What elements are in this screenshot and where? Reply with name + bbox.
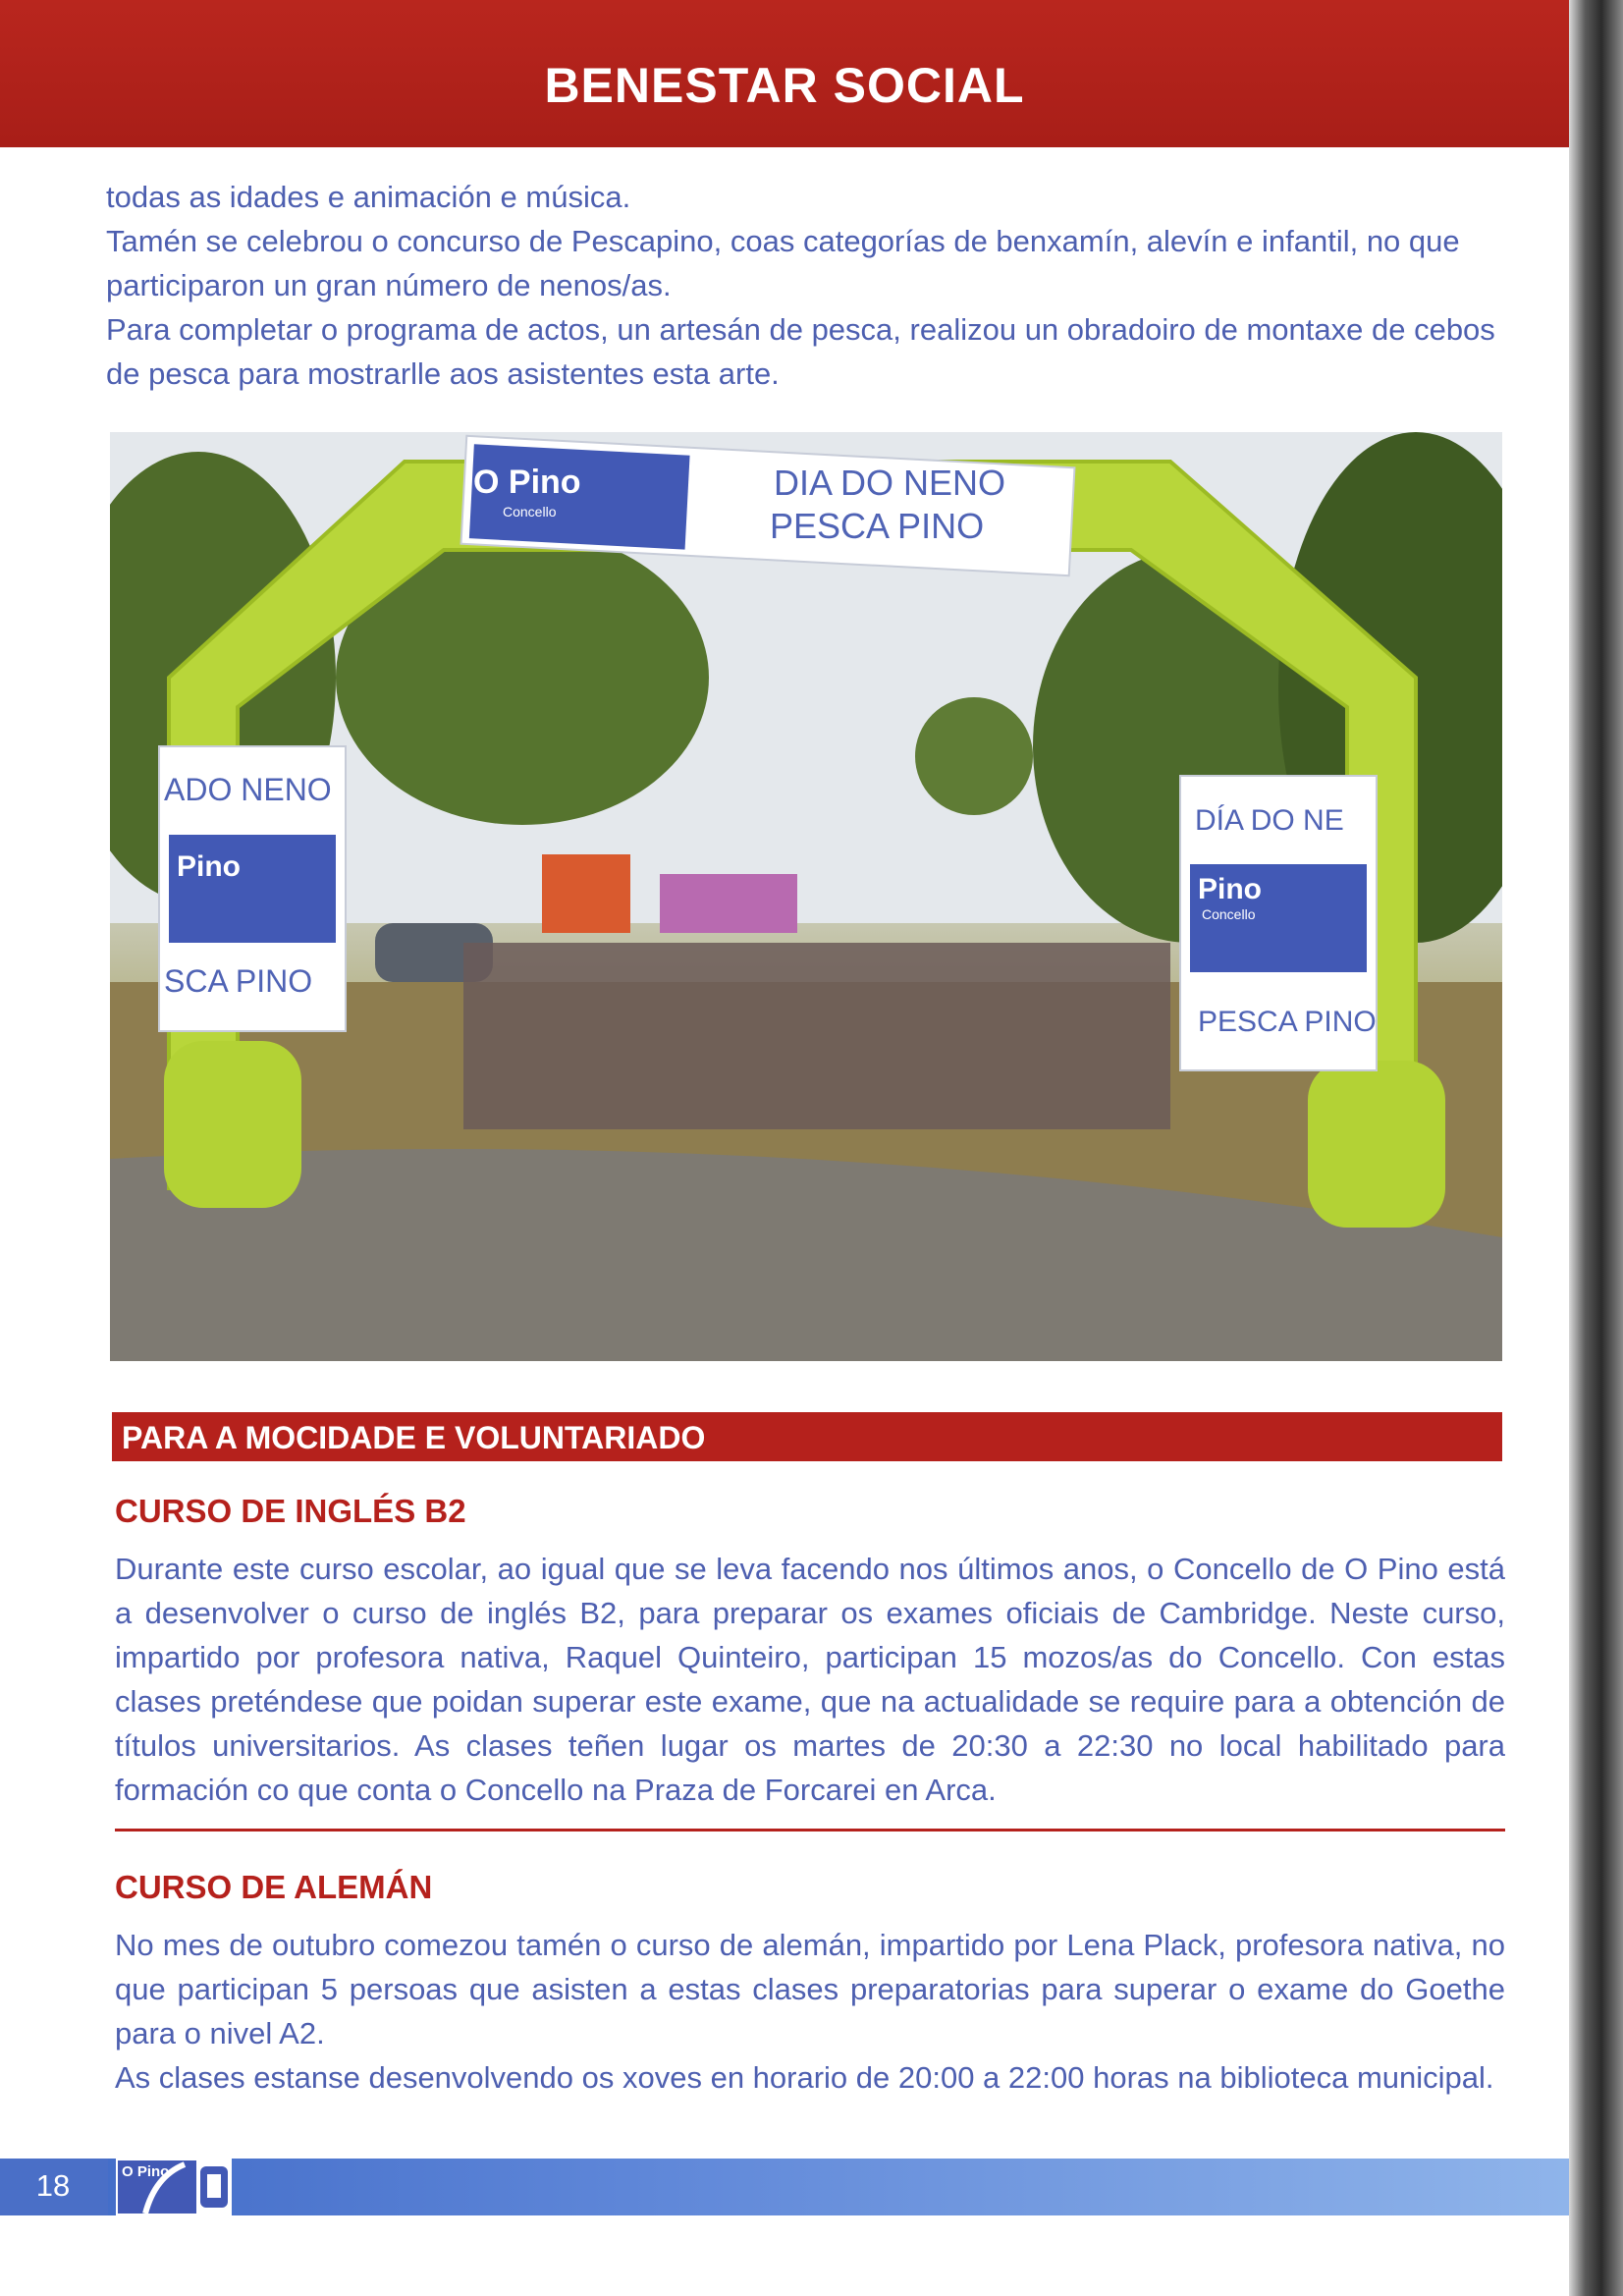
- right-sign-bottom: PESCA PINO: [1198, 1006, 1377, 1038]
- arch-banner-line-2: PESCA PINO: [770, 506, 985, 546]
- left-sign-bottom: SCA PINO: [164, 963, 313, 999]
- section-header-bar: [112, 1412, 1502, 1461]
- page-binding-shadow: [1569, 0, 1623, 2296]
- section-title: PARA A MOCIDADE E VOLUNTARIADO: [122, 1420, 706, 1455]
- event-photo: [110, 432, 1502, 1361]
- arch-banner-logo: O Pino: [473, 464, 581, 501]
- ingles-course-text: Durante este curso escolar, ao igual que se leva facendo nos últimos anos, o Concello de O Pino está a desenvolver o curso de inglés B2, para preparar os exames oficiais de Cambridge. Neste curso, impartido por profesora nativa, Raquel Quinteiro, participan 15 mozos/as do Concello. Con estas clases preténdese que poidan superar este exame, que na actualidade se require para a obtención de títulos universitarios. As clases teñen lugar os martes de 20:30 a 22:30 no local habilitado para formación co que conta o Concello na Praza de Forcarei en Arca.: [115, 1552, 1505, 1807]
- right-sign-top: DÍA DO NE: [1195, 804, 1344, 837]
- arch-banner-line-1: DIA DO NENO: [774, 463, 1006, 503]
- ingles-course-body: [115, 1547, 1505, 1812]
- left-sign-logo: Pino: [177, 850, 241, 883]
- left-sign-top: ADO NENO: [164, 772, 332, 807]
- arch-banner-logo-sub: Concello: [503, 504, 557, 519]
- right-sign-logo: Pino: [1198, 873, 1262, 905]
- footer-bar: [0, 2159, 1569, 2215]
- intro-line-1: todas as idades e animación e música.: [106, 180, 631, 214]
- intro-text: [106, 175, 1500, 396]
- intro-line-2: Tamén se celebrou o concurso de Pescapino, coas categorías de benxamín, alevín e infantil, no que participaron un gran número de nenos/as.: [106, 224, 1460, 302]
- section-divider: [115, 1829, 1505, 1831]
- aleman-course-para-1: No mes de outubro comezou tamén o curso de alemán, impartido por Lena Plack, profesora nativa, no que participan 5 persoas que asisten a estas clases preparatorias para superar o exame do Goethe para o nivel A2.: [115, 1928, 1505, 2050]
- page-number: 18: [35, 2168, 71, 2203]
- page-title: BENESTAR SOCIAL: [544, 58, 1025, 113]
- intro-line-3: Para completar o programa de actos, un artesán de pesca, realizou un obradoiro de montaxe de cebos de pesca para mostrarlle aos asistentes esta arte.: [106, 312, 1495, 391]
- right-sign-logo-sub: Concello: [1202, 906, 1256, 922]
- ingles-course-title: CURSO DE INGLÉS B2: [115, 1493, 466, 1529]
- aleman-course-para-2: As clases estanse desenvolvendo os xoves en horario de 20:00 a 22:00 horas na biblioteca municipal.: [115, 2060, 1494, 2095]
- concello-logo: [116, 2157, 232, 2217]
- concello-logo-icon: [116, 2157, 232, 2217]
- concello-logo-text: O Pino: [122, 2163, 170, 2180]
- aleman-course-body: [115, 1923, 1505, 2100]
- event-photo-illustration: [110, 432, 1502, 1361]
- aleman-course-title: CURSO DE ALEMÁN: [115, 1869, 433, 1905]
